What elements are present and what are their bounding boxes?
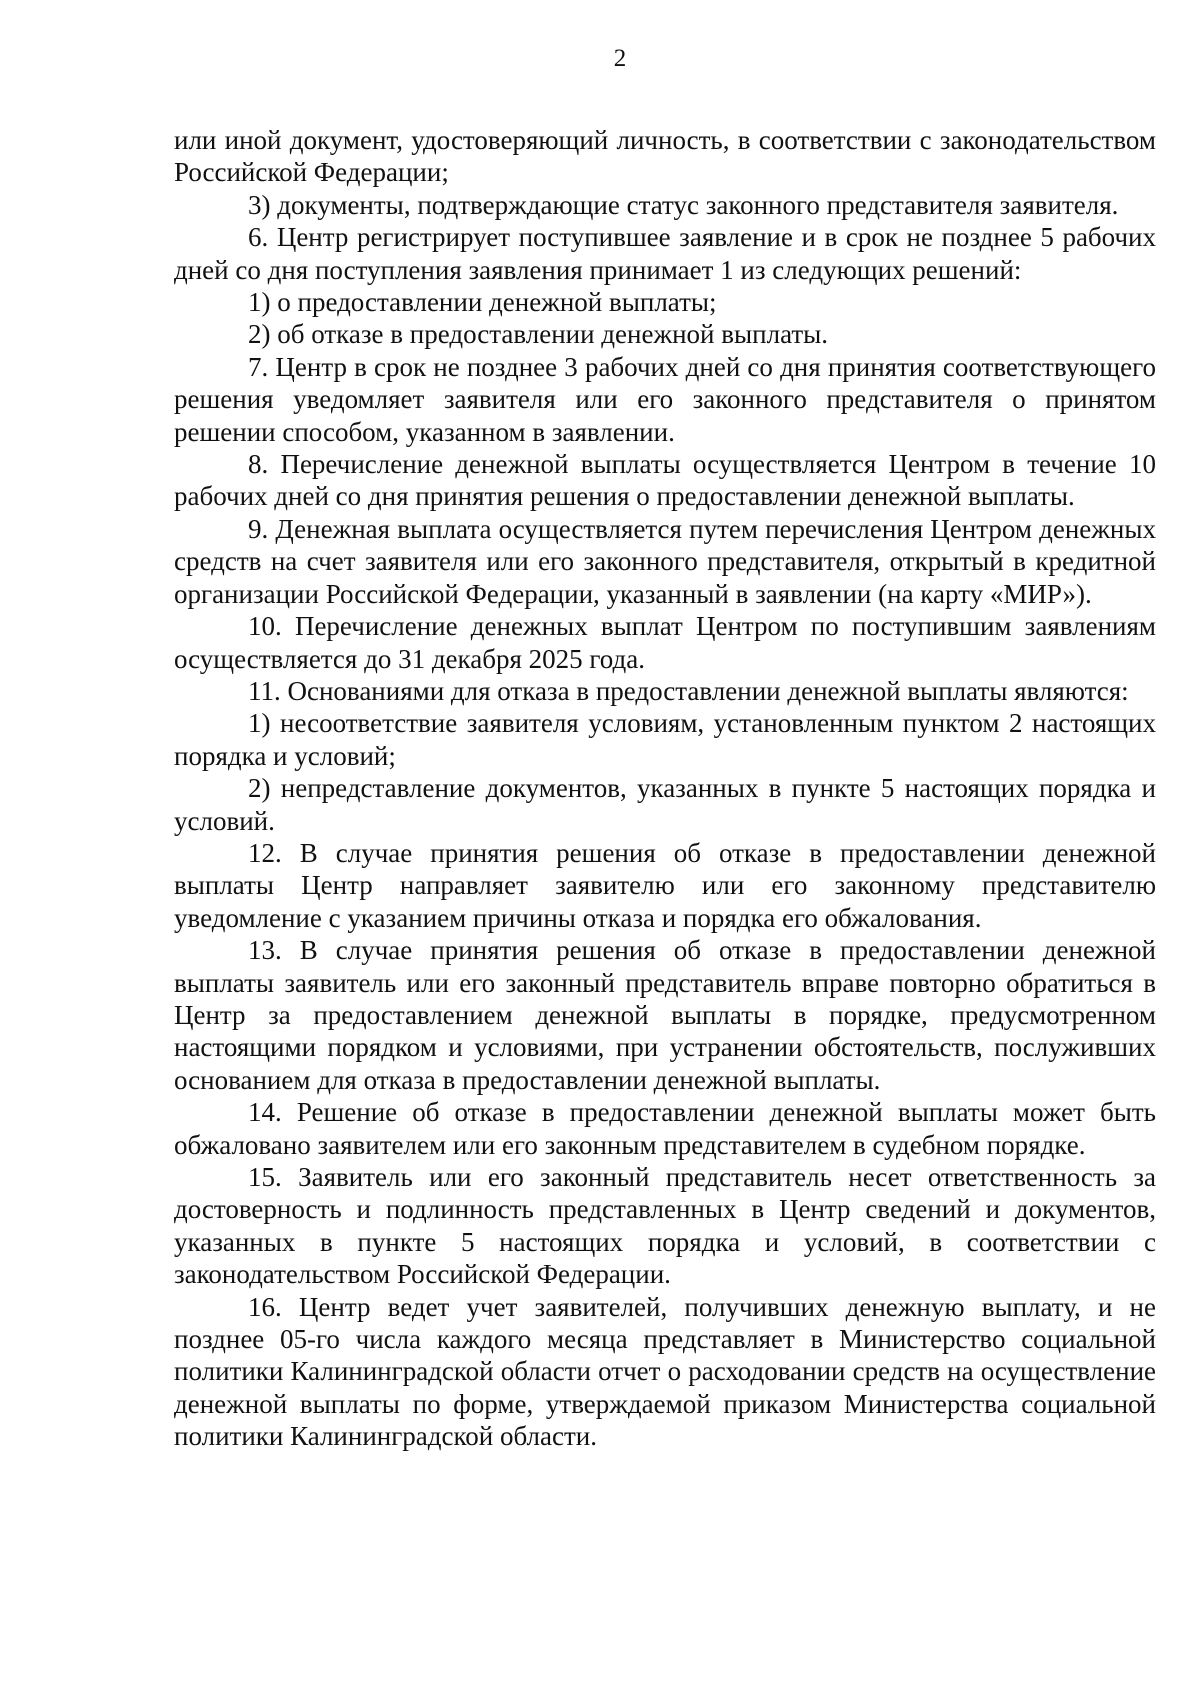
clause-7: 7. Центр в срок не позднее 3 рабочих дней со дня принятия соответствующего решения уведомляет заявителя или его законного представителя о принятом решении способом, указанном в заявлении. <box>174 351 1156 447</box>
document-body <box>174 124 1156 1453</box>
list-item-11-2: 2) непредставление документов, указанных в пункте 5 настоящих порядка и условий. <box>174 773 1156 836</box>
paragraph-continuation: или иной документ, удостоверяющий личность, в соответствии с законодательством Российской Федерации; <box>174 125 1156 188</box>
clause-6: 6. Центр регистрирует поступившее заявление и в срок не позднее 5 рабочих дней со дня поступления заявления принимает 1 из следующих решений: <box>174 222 1156 285</box>
clause-8: 8. Перечисление денежной выплаты осуществляется Центром в течение 10 рабочих дней со дня принятия решения о предоставлении денежной выплаты. <box>174 449 1156 512</box>
list-item-6-2: 2) об отказе в предоставлении денежной выплаты. <box>248 319 829 350</box>
clause-12: 12. В случае принятия решения об отказе в предоставлении денежной выплаты Центр направляет заявителю или его законному представителю уведомление с указанием причины отказа и порядка его обжалования. <box>174 837 1156 933</box>
clause-11: 11. Основаниями для отказа в предоставлении денежной выплаты являются: <box>248 675 1129 706</box>
clause-15: 15. Заявитель или его законный представитель несет ответственность за достоверность и подлинность представленных в Центр сведений и документов, указанных в пункте 5 настоящих порядка и условий, в соответствии с законодательством Российской Федерации. <box>174 1162 1156 1290</box>
page-number: 2 <box>613 45 627 72</box>
clause-14: 14. Решение об отказе в предоставлении денежной выплаты может быть обжаловано заявителем или его законным представителем в судебном порядке. <box>174 1097 1156 1160</box>
clause-13: 13. В случае принятия решения об отказе в предоставлении денежной выплаты заявитель или его законный представитель вправе повторно обратиться в Центр за предоставлением денежной выплаты в порядке, предусмотренном настоящими порядком и условиями, при устранении обстоятельств, послуживших основанием для отказа в предоставлении денежной выплаты. <box>174 935 1156 1095</box>
list-item-5-3: 3) документы, подтверждающие статус законного представителя заявителя. <box>248 189 1119 220</box>
clause-16: 16. Центр ведет учет заявителей, получивших денежную выплату, и не позднее 05-го числа каждого месяца представляет в Министерство социальной политики Калининградской области отчет о расходовании средств на осуществление денежной выплаты по форме, утверждаемой приказом Министерства социальной политики Калининградской области. <box>174 1291 1156 1452</box>
clause-9: 9. Денежная выплата осуществляется путем перечисления Центром денежных средств на счет заявителя или его законного представителя, открытый в кредитной организации Российской Федерации, указанный в заявлении (на карту «МИР»). <box>174 513 1156 609</box>
list-item-11-1: 1) несоответствие заявителя условиям, установленным пунктом 2 настоящих порядка и условий; <box>174 708 1156 771</box>
clause-10: 10. Перечисление денежных выплат Центром по поступившим заявлениям осуществляется до 31 декабря 2025 года. <box>174 611 1156 674</box>
list-item-6-1: 1) о предоставлении денежной выплаты; <box>248 287 717 318</box>
